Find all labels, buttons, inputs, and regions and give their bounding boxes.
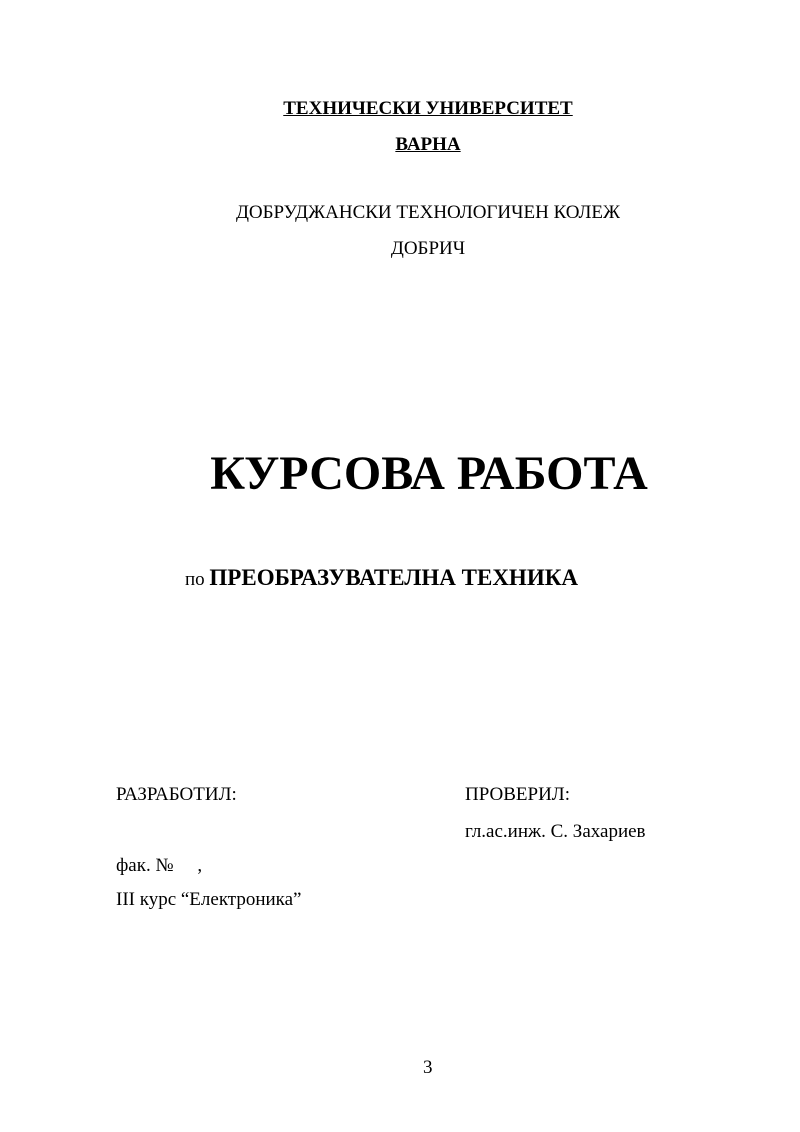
subject-prefix: по [185,569,210,590]
subject-name: ПРЕОБРАЗУВАТЕЛНА ТЕХНИКА [209,565,578,590]
college-city: ДОБРИЧ [390,238,466,259]
subject-line [185,565,578,591]
university-city: ВАРНА [395,134,461,155]
checked-by-label: ПРОВЕРИЛ: [465,784,570,805]
course-info: III курс “Електроника” [116,889,302,910]
college-name: ДОБРУДЖАНСКИ ТЕХНОЛОГИЧЕН КОЛЕЖ [235,202,621,223]
developed-by-label: РАЗРАБОТИЛ: [116,784,237,805]
faculty-number: фак. № , [116,855,203,876]
university-name: ТЕХНИЧЕСКИ УНИВЕРСИТЕТ [283,98,573,119]
document-title: КУРСОВА РАБОТА [210,447,648,500]
page-number: 3 [423,1057,433,1078]
reviewer-name: гл.ас.инж. С. Захариев [465,821,646,842]
